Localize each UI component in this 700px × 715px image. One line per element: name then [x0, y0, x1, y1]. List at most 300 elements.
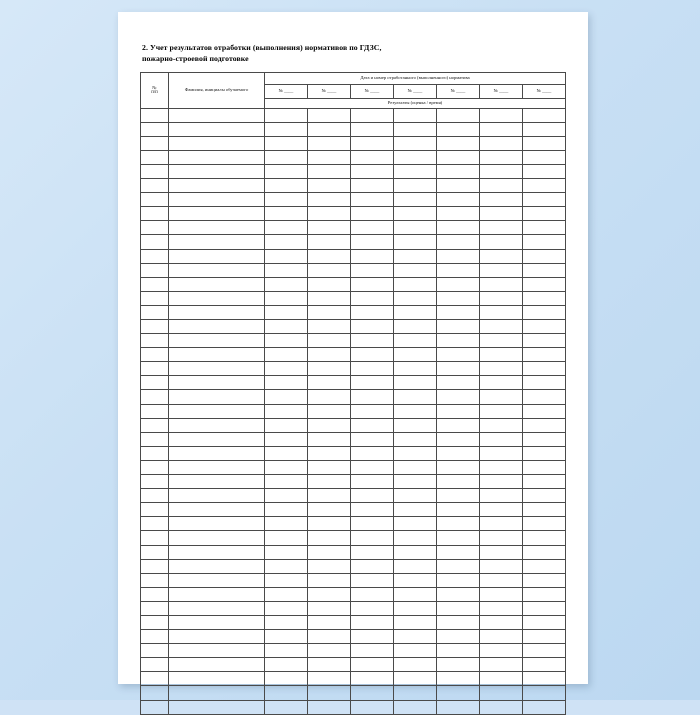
row-result-cell[interactable]: [437, 432, 480, 446]
row-result-cell[interactable]: [308, 700, 351, 714]
row-result-cell[interactable]: [265, 559, 308, 573]
row-result-cell[interactable]: [523, 362, 566, 376]
row-result-cell[interactable]: [394, 475, 437, 489]
row-result-cell[interactable]: [265, 475, 308, 489]
row-number-cell[interactable]: [141, 376, 169, 390]
row-result-cell[interactable]: [265, 108, 308, 122]
row-result-cell[interactable]: [394, 573, 437, 587]
row-result-cell[interactable]: [437, 263, 480, 277]
row-result-cell[interactable]: [265, 630, 308, 644]
row-result-cell[interactable]: [351, 277, 394, 291]
row-result-cell[interactable]: [437, 658, 480, 672]
row-number-cell[interactable]: [141, 475, 169, 489]
row-number-cell[interactable]: [141, 263, 169, 277]
row-name-cell[interactable]: [169, 601, 265, 615]
row-result-cell[interactable]: [523, 587, 566, 601]
row-result-cell[interactable]: [523, 475, 566, 489]
row-result-cell[interactable]: [394, 164, 437, 178]
row-result-cell[interactable]: [523, 658, 566, 672]
row-result-cell[interactable]: [351, 460, 394, 474]
row-result-cell[interactable]: [265, 503, 308, 517]
row-result-cell[interactable]: [437, 207, 480, 221]
row-result-cell[interactable]: [480, 235, 523, 249]
row-result-cell[interactable]: [265, 587, 308, 601]
row-result-cell[interactable]: [351, 108, 394, 122]
row-name-cell[interactable]: [169, 221, 265, 235]
row-result-cell[interactable]: [523, 348, 566, 362]
row-name-cell[interactable]: [169, 390, 265, 404]
row-result-cell[interactable]: [265, 221, 308, 235]
row-number-cell[interactable]: [141, 503, 169, 517]
row-result-cell[interactable]: [437, 587, 480, 601]
row-result-cell[interactable]: [351, 348, 394, 362]
row-result-cell[interactable]: [480, 348, 523, 362]
row-name-cell[interactable]: [169, 193, 265, 207]
row-result-cell[interactable]: [265, 305, 308, 319]
row-result-cell[interactable]: [394, 263, 437, 277]
row-result-cell[interactable]: [523, 672, 566, 686]
row-result-cell[interactable]: [265, 122, 308, 136]
row-result-cell[interactable]: [351, 489, 394, 503]
row-result-cell[interactable]: [265, 545, 308, 559]
row-result-cell[interactable]: [308, 573, 351, 587]
table-row[interactable]: [141, 432, 566, 446]
row-name-cell[interactable]: [169, 291, 265, 305]
row-number-cell[interactable]: [141, 320, 169, 334]
row-name-cell[interactable]: [169, 249, 265, 263]
row-result-cell[interactable]: [265, 573, 308, 587]
row-name-cell[interactable]: [169, 404, 265, 418]
row-result-cell[interactable]: [437, 291, 480, 305]
row-result-cell[interactable]: [265, 404, 308, 418]
row-result-cell[interactable]: [437, 235, 480, 249]
row-result-cell[interactable]: [394, 348, 437, 362]
row-result-cell[interactable]: [308, 446, 351, 460]
table-row[interactable]: [141, 390, 566, 404]
row-name-cell[interactable]: [169, 545, 265, 559]
row-result-cell[interactable]: [437, 348, 480, 362]
row-number-cell[interactable]: [141, 545, 169, 559]
row-result-cell[interactable]: [308, 489, 351, 503]
table-row[interactable]: [141, 559, 566, 573]
row-result-cell[interactable]: [394, 460, 437, 474]
row-result-cell[interactable]: [308, 545, 351, 559]
row-result-cell[interactable]: [480, 305, 523, 319]
row-name-cell[interactable]: [169, 475, 265, 489]
row-result-cell[interactable]: [351, 320, 394, 334]
row-result-cell[interactable]: [523, 376, 566, 390]
row-name-cell[interactable]: [169, 320, 265, 334]
row-number-cell[interactable]: [141, 164, 169, 178]
row-name-cell[interactable]: [169, 263, 265, 277]
row-result-cell[interactable]: [351, 573, 394, 587]
row-result-cell[interactable]: [308, 531, 351, 545]
row-result-cell[interactable]: [351, 305, 394, 319]
table-row[interactable]: [141, 277, 566, 291]
row-result-cell[interactable]: [437, 700, 480, 714]
row-result-cell[interactable]: [394, 221, 437, 235]
row-result-cell[interactable]: [308, 207, 351, 221]
row-result-cell[interactable]: [394, 235, 437, 249]
row-result-cell[interactable]: [480, 615, 523, 629]
row-number-cell[interactable]: [141, 207, 169, 221]
row-result-cell[interactable]: [265, 334, 308, 348]
row-result-cell[interactable]: [394, 545, 437, 559]
row-result-cell[interactable]: [351, 432, 394, 446]
row-result-cell[interactable]: [480, 390, 523, 404]
row-result-cell[interactable]: [265, 362, 308, 376]
row-name-cell[interactable]: [169, 489, 265, 503]
row-result-cell[interactable]: [265, 517, 308, 531]
row-result-cell[interactable]: [308, 432, 351, 446]
row-name-cell[interactable]: [169, 587, 265, 601]
row-result-cell[interactable]: [394, 179, 437, 193]
row-result-cell[interactable]: [480, 517, 523, 531]
row-result-cell[interactable]: [437, 517, 480, 531]
row-result-cell[interactable]: [351, 672, 394, 686]
row-result-cell[interactable]: [265, 446, 308, 460]
row-number-cell[interactable]: [141, 404, 169, 418]
row-result-cell[interactable]: [308, 164, 351, 178]
row-result-cell[interactable]: [265, 460, 308, 474]
row-name-cell[interactable]: [169, 179, 265, 193]
table-row[interactable]: [141, 376, 566, 390]
row-name-cell[interactable]: [169, 686, 265, 700]
row-result-cell[interactable]: [394, 686, 437, 700]
row-result-cell[interactable]: [265, 320, 308, 334]
row-result-cell[interactable]: [480, 700, 523, 714]
table-row[interactable]: [141, 658, 566, 672]
row-result-cell[interactable]: [480, 418, 523, 432]
table-row[interactable]: [141, 136, 566, 150]
row-result-cell[interactable]: [394, 136, 437, 150]
row-name-cell[interactable]: [169, 573, 265, 587]
row-number-cell[interactable]: [141, 235, 169, 249]
row-result-cell[interactable]: [480, 644, 523, 658]
row-result-cell[interactable]: [480, 108, 523, 122]
row-name-cell[interactable]: [169, 305, 265, 319]
row-result-cell[interactable]: [480, 489, 523, 503]
row-result-cell[interactable]: [351, 475, 394, 489]
row-result-cell[interactable]: [265, 348, 308, 362]
row-result-cell[interactable]: [394, 489, 437, 503]
row-result-cell[interactable]: [265, 531, 308, 545]
row-result-cell[interactable]: [437, 573, 480, 587]
row-number-cell[interactable]: [141, 686, 169, 700]
row-number-cell[interactable]: [141, 362, 169, 376]
row-result-cell[interactable]: [265, 376, 308, 390]
row-result-cell[interactable]: [265, 672, 308, 686]
row-result-cell[interactable]: [308, 263, 351, 277]
row-result-cell[interactable]: [265, 390, 308, 404]
row-result-cell[interactable]: [351, 179, 394, 193]
row-result-cell[interactable]: [394, 531, 437, 545]
row-name-cell[interactable]: [169, 615, 265, 629]
row-result-cell[interactable]: [265, 249, 308, 263]
row-result-cell[interactable]: [394, 362, 437, 376]
row-result-cell[interactable]: [523, 179, 566, 193]
row-result-cell[interactable]: [394, 587, 437, 601]
table-row[interactable]: [141, 503, 566, 517]
row-result-cell[interactable]: [480, 164, 523, 178]
row-name-cell[interactable]: [169, 122, 265, 136]
row-result-cell[interactable]: [351, 362, 394, 376]
row-result-cell[interactable]: [308, 150, 351, 164]
row-result-cell[interactable]: [265, 700, 308, 714]
row-result-cell[interactable]: [437, 601, 480, 615]
row-number-cell[interactable]: [141, 644, 169, 658]
row-result-cell[interactable]: [480, 122, 523, 136]
row-result-cell[interactable]: [351, 263, 394, 277]
row-result-cell[interactable]: [523, 545, 566, 559]
table-row[interactable]: [141, 601, 566, 615]
row-result-cell[interactable]: [308, 235, 351, 249]
row-result-cell[interactable]: [351, 531, 394, 545]
row-name-cell[interactable]: [169, 503, 265, 517]
row-result-cell[interactable]: [308, 249, 351, 263]
row-result-cell[interactable]: [523, 390, 566, 404]
row-result-cell[interactable]: [523, 249, 566, 263]
row-result-cell[interactable]: [523, 164, 566, 178]
row-result-cell[interactable]: [351, 390, 394, 404]
row-name-cell[interactable]: [169, 630, 265, 644]
table-row[interactable]: [141, 615, 566, 629]
row-name-cell[interactable]: [169, 164, 265, 178]
row-result-cell[interactable]: [351, 150, 394, 164]
row-number-cell[interactable]: [141, 305, 169, 319]
row-result-cell[interactable]: [351, 545, 394, 559]
row-name-cell[interactable]: [169, 700, 265, 714]
row-result-cell[interactable]: [308, 320, 351, 334]
row-result-cell[interactable]: [308, 390, 351, 404]
row-result-cell[interactable]: [480, 658, 523, 672]
row-result-cell[interactable]: [308, 291, 351, 305]
table-row[interactable]: [141, 630, 566, 644]
row-result-cell[interactable]: [308, 587, 351, 601]
row-result-cell[interactable]: [523, 122, 566, 136]
row-result-cell[interactable]: [480, 531, 523, 545]
table-row[interactable]: [141, 122, 566, 136]
row-result-cell[interactable]: [480, 291, 523, 305]
table-row[interactable]: [141, 489, 566, 503]
row-number-cell[interactable]: [141, 193, 169, 207]
row-result-cell[interactable]: [265, 263, 308, 277]
row-result-cell[interactable]: [523, 277, 566, 291]
row-name-cell[interactable]: [169, 446, 265, 460]
row-result-cell[interactable]: [394, 503, 437, 517]
row-result-cell[interactable]: [523, 644, 566, 658]
row-result-cell[interactable]: [351, 517, 394, 531]
row-result-cell[interactable]: [437, 334, 480, 348]
row-result-cell[interactable]: [265, 658, 308, 672]
table-row[interactable]: [141, 150, 566, 164]
table-row[interactable]: [141, 404, 566, 418]
row-result-cell[interactable]: [308, 277, 351, 291]
row-result-cell[interactable]: [437, 545, 480, 559]
row-result-cell[interactable]: [523, 221, 566, 235]
table-row[interactable]: [141, 672, 566, 686]
row-result-cell[interactable]: [480, 587, 523, 601]
row-result-cell[interactable]: [437, 418, 480, 432]
row-result-cell[interactable]: [394, 446, 437, 460]
row-result-cell[interactable]: [308, 108, 351, 122]
row-result-cell[interactable]: [308, 193, 351, 207]
row-result-cell[interactable]: [523, 207, 566, 221]
row-result-cell[interactable]: [265, 291, 308, 305]
row-result-cell[interactable]: [394, 418, 437, 432]
row-name-cell[interactable]: [169, 531, 265, 545]
row-result-cell[interactable]: [265, 207, 308, 221]
table-row[interactable]: [141, 686, 566, 700]
row-result-cell[interactable]: [480, 150, 523, 164]
row-name-cell[interactable]: [169, 658, 265, 672]
row-result-cell[interactable]: [351, 446, 394, 460]
row-result-cell[interactable]: [437, 615, 480, 629]
row-result-cell[interactable]: [351, 249, 394, 263]
row-result-cell[interactable]: [394, 615, 437, 629]
row-result-cell[interactable]: [265, 193, 308, 207]
row-name-cell[interactable]: [169, 376, 265, 390]
row-result-cell[interactable]: [480, 277, 523, 291]
row-result-cell[interactable]: [308, 503, 351, 517]
row-result-cell[interactable]: [437, 404, 480, 418]
row-number-cell[interactable]: [141, 531, 169, 545]
row-number-cell[interactable]: [141, 150, 169, 164]
row-result-cell[interactable]: [265, 432, 308, 446]
row-result-cell[interactable]: [308, 601, 351, 615]
row-result-cell[interactable]: [523, 601, 566, 615]
row-result-cell[interactable]: [437, 559, 480, 573]
row-result-cell[interactable]: [523, 559, 566, 573]
row-result-cell[interactable]: [265, 418, 308, 432]
row-result-cell[interactable]: [523, 305, 566, 319]
row-number-cell[interactable]: [141, 573, 169, 587]
row-result-cell[interactable]: [480, 362, 523, 376]
row-result-cell[interactable]: [480, 193, 523, 207]
row-result-cell[interactable]: [523, 108, 566, 122]
row-name-cell[interactable]: [169, 644, 265, 658]
row-result-cell[interactable]: [480, 559, 523, 573]
row-result-cell[interactable]: [308, 418, 351, 432]
table-row[interactable]: [141, 108, 566, 122]
row-result-cell[interactable]: [351, 644, 394, 658]
row-result-cell[interactable]: [351, 235, 394, 249]
row-result-cell[interactable]: [437, 305, 480, 319]
row-result-cell[interactable]: [351, 559, 394, 573]
row-result-cell[interactable]: [437, 136, 480, 150]
row-name-cell[interactable]: [169, 559, 265, 573]
row-result-cell[interactable]: [394, 207, 437, 221]
row-result-cell[interactable]: [351, 503, 394, 517]
table-row[interactable]: [141, 179, 566, 193]
row-result-cell[interactable]: [437, 122, 480, 136]
table-row[interactable]: [141, 291, 566, 305]
table-row[interactable]: [141, 362, 566, 376]
row-result-cell[interactable]: [265, 235, 308, 249]
row-result-cell[interactable]: [351, 122, 394, 136]
row-result-cell[interactable]: [265, 615, 308, 629]
row-result-cell[interactable]: [394, 150, 437, 164]
row-result-cell[interactable]: [351, 334, 394, 348]
row-result-cell[interactable]: [265, 601, 308, 615]
row-number-cell[interactable]: [141, 601, 169, 615]
row-result-cell[interactable]: [480, 376, 523, 390]
row-result-cell[interactable]: [437, 531, 480, 545]
row-result-cell[interactable]: [480, 573, 523, 587]
row-number-cell[interactable]: [141, 432, 169, 446]
table-row[interactable]: [141, 221, 566, 235]
row-result-cell[interactable]: [351, 587, 394, 601]
row-result-cell[interactable]: [437, 150, 480, 164]
row-result-cell[interactable]: [394, 334, 437, 348]
row-name-cell[interactable]: [169, 432, 265, 446]
row-result-cell[interactable]: [308, 630, 351, 644]
row-result-cell[interactable]: [480, 263, 523, 277]
row-result-cell[interactable]: [480, 404, 523, 418]
row-name-cell[interactable]: [169, 418, 265, 432]
row-result-cell[interactable]: [394, 559, 437, 573]
row-number-cell[interactable]: [141, 390, 169, 404]
row-result-cell[interactable]: [265, 489, 308, 503]
row-result-cell[interactable]: [351, 658, 394, 672]
row-result-cell[interactable]: [437, 686, 480, 700]
row-number-cell[interactable]: [141, 559, 169, 573]
row-result-cell[interactable]: [351, 193, 394, 207]
row-result-cell[interactable]: [394, 320, 437, 334]
row-result-cell[interactable]: [308, 221, 351, 235]
row-result-cell[interactable]: [523, 446, 566, 460]
row-number-cell[interactable]: [141, 615, 169, 629]
row-result-cell[interactable]: [394, 700, 437, 714]
row-result-cell[interactable]: [437, 277, 480, 291]
row-result-cell[interactable]: [480, 207, 523, 221]
row-number-cell[interactable]: [141, 179, 169, 193]
row-result-cell[interactable]: [437, 475, 480, 489]
table-row[interactable]: [141, 207, 566, 221]
row-result-cell[interactable]: [480, 432, 523, 446]
table-row[interactable]: [141, 644, 566, 658]
row-result-cell[interactable]: [523, 489, 566, 503]
row-result-cell[interactable]: [523, 686, 566, 700]
row-result-cell[interactable]: [523, 235, 566, 249]
row-result-cell[interactable]: [394, 630, 437, 644]
table-row[interactable]: [141, 193, 566, 207]
row-name-cell[interactable]: [169, 517, 265, 531]
row-result-cell[interactable]: [394, 672, 437, 686]
row-result-cell[interactable]: [437, 446, 480, 460]
row-result-cell[interactable]: [265, 686, 308, 700]
row-result-cell[interactable]: [523, 432, 566, 446]
table-row[interactable]: [141, 320, 566, 334]
row-result-cell[interactable]: [480, 221, 523, 235]
row-number-cell[interactable]: [141, 658, 169, 672]
row-name-cell[interactable]: [169, 348, 265, 362]
row-result-cell[interactable]: [394, 193, 437, 207]
row-result-cell[interactable]: [480, 503, 523, 517]
row-result-cell[interactable]: [308, 305, 351, 319]
row-result-cell[interactable]: [308, 136, 351, 150]
row-result-cell[interactable]: [351, 601, 394, 615]
row-result-cell[interactable]: [308, 475, 351, 489]
table-row[interactable]: [141, 587, 566, 601]
row-result-cell[interactable]: [480, 601, 523, 615]
row-number-cell[interactable]: [141, 221, 169, 235]
row-number-cell[interactable]: [141, 672, 169, 686]
row-result-cell[interactable]: [394, 658, 437, 672]
row-name-cell[interactable]: [169, 235, 265, 249]
row-result-cell[interactable]: [351, 404, 394, 418]
row-result-cell[interactable]: [394, 305, 437, 319]
